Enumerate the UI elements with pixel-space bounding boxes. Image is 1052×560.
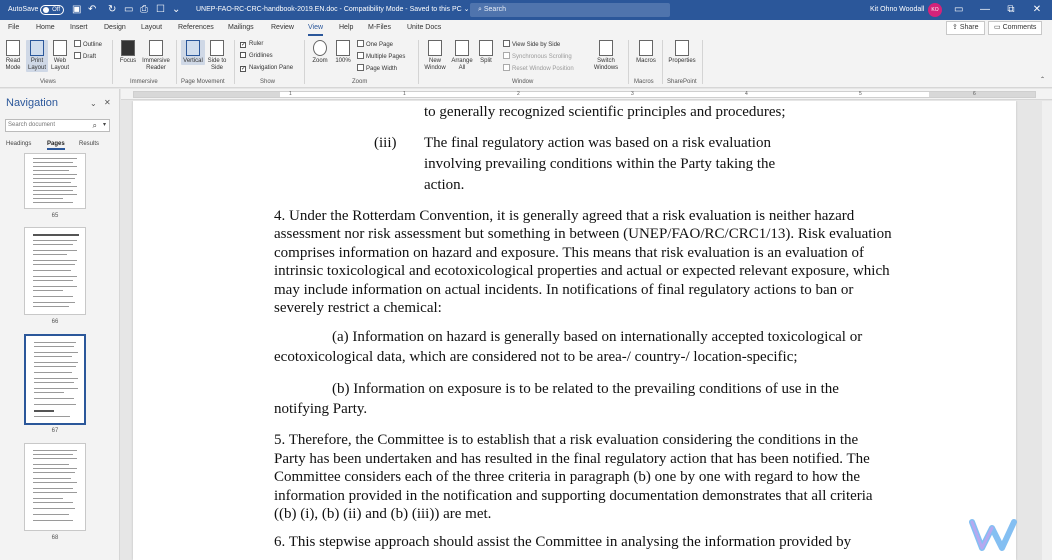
doc-line[interactable]: (a) Information on hazard is generally based on internationally accepted toxicological or (332, 329, 863, 345)
read-mode-button[interactable] (3, 40, 23, 72)
reset-window-position-button[interactable] (503, 64, 574, 73)
doc-line[interactable]: 5. Therefore, the Committee is to establish that a risk evaluation considering the conditions in the (274, 432, 859, 448)
doc-line[interactable]: ((b) (i), (b) (ii) and (b) (iii)) are met. (274, 506, 492, 522)
horizontal-ruler[interactable] (121, 89, 1052, 100)
draft-label: Draft (83, 54, 97, 60)
draft-button[interactable] (74, 52, 96, 61)
comments-label: Comments (1002, 24, 1037, 31)
navigation-pane (0, 89, 120, 560)
print-layout-icon (30, 40, 44, 56)
group-separator (234, 40, 235, 84)
doc-line[interactable]: Party has been undertaken and has resulted in the final regulatory action that has been notified. The (274, 451, 870, 467)
group-separator (176, 40, 177, 84)
ruler-number: 6 (973, 91, 976, 97)
nav-options-icon[interactable]: ⌄ (90, 99, 97, 108)
doc-line[interactable]: (b) Information on exposure is to be related to the prevailing conditions of use in the (332, 381, 839, 397)
ruler-number: 5 (859, 91, 862, 97)
print-icon[interactable]: ⎙ (140, 4, 148, 15)
new-window-label: New Window (424, 58, 446, 71)
doc-line[interactable]: 4. Under the Rotterdam Convention, it is generally agreed that a risk evaluation is neither hazard (274, 208, 855, 224)
focus-icon (121, 40, 135, 56)
print-layout-button[interactable] (26, 40, 48, 72)
new-window-icon (428, 40, 442, 56)
tab-layout[interactable]: Layout (141, 24, 163, 31)
web-layout-icon (53, 40, 67, 56)
navigation-pane-checkbox[interactable] (240, 64, 293, 72)
share-label: Share (959, 24, 979, 31)
document-area[interactable] (121, 101, 1052, 560)
print-layout-label: Print Layout (27, 58, 46, 71)
doc-line[interactable]: 6. This stepwise approach should assist the Committee in analysing the information provided by (274, 534, 852, 550)
group-label-macros: Macros (634, 79, 654, 85)
page-width-icon (357, 64, 364, 71)
view-side-by-side-button[interactable] (503, 40, 560, 49)
immersive-reader-icon (149, 40, 163, 56)
title-bar (0, 0, 1052, 20)
customize-toolbar-icon[interactable]: ⌄ (172, 4, 181, 15)
navigation-title: Navigation (6, 97, 58, 109)
split-icon (479, 40, 493, 56)
user-name[interactable]: Kit Ohno Woodall (870, 6, 925, 13)
synchronous-scrolling-button[interactable] (503, 52, 572, 61)
ruler-left-margin (134, 92, 280, 97)
share-button[interactable] (946, 21, 985, 35)
outline-label: Outline (83, 42, 103, 48)
document-title: UNEP-FAO-RC-CRC-handbook-2019.EN.doc - Compatibility Mode - Saved to this PC ⌄ (196, 6, 470, 13)
page-number: 68 (51, 535, 59, 541)
side-to-side-button[interactable] (206, 40, 228, 72)
new-window-button[interactable] (422, 40, 448, 72)
tab-design[interactable]: Design (104, 24, 126, 31)
tab-results[interactable]: Results (79, 141, 100, 147)
undo-icon[interactable]: ↶ (88, 4, 97, 15)
doc-line[interactable]: severely restrict a chemical: (274, 300, 442, 316)
zoom-button[interactable] (309, 40, 331, 65)
minimize-button[interactable]: — (980, 4, 990, 15)
immersive-reader-label: Immersive Reader (142, 58, 170, 71)
redo-icon[interactable]: ↻ (108, 4, 117, 15)
avatar[interactable]: KO (928, 3, 942, 17)
reset-window-position-label: Reset Window Position (512, 66, 574, 72)
save-icon[interactable]: ▣ (72, 4, 82, 15)
group-separator (628, 40, 629, 84)
macros-icon (639, 40, 653, 56)
gridlines-check (240, 52, 246, 58)
properties-label: Properties (668, 58, 696, 64)
side-to-side-icon (210, 40, 224, 56)
vertical-icon (186, 40, 200, 56)
ruler-label: Ruler (249, 41, 264, 47)
doc-line[interactable]: information provided in the notification and supporting documentation demonstrates that all criteria (274, 488, 873, 504)
tab-unite-docs[interactable]: Unite Docs (407, 24, 442, 31)
close-button[interactable]: ✕ (1032, 4, 1042, 15)
search-icon: ⌕ (478, 6, 484, 13)
arrange-all-icon (455, 40, 469, 56)
page-number: 67 (51, 428, 59, 434)
ruler-number: 3 (631, 91, 634, 97)
group-label-immersive: Immersive (130, 79, 158, 85)
watermark-logo-icon (968, 518, 1018, 554)
ruler-number: 1 (289, 91, 292, 97)
read-mode-icon (6, 40, 20, 56)
navigation-pane-label: Navigation Pane (249, 65, 294, 71)
split-label: Split (480, 58, 492, 64)
chevron-down-icon[interactable]: ▾ (102, 122, 106, 128)
collapse-ribbon-icon[interactable]: ⌃ (1040, 77, 1046, 83)
multiple-pages-label: Multiple Pages (366, 54, 406, 60)
doc-line[interactable]: Committee considers each of the three criteria in paragraph (b) one by one with regard to how the (274, 469, 861, 485)
doc-line[interactable]: may include information on actual incidents. In notifications of final regulatory actions to ban or (274, 282, 854, 298)
tab-file[interactable]: File (8, 24, 20, 31)
page-thumbnail[interactable] (24, 153, 86, 209)
view-side-by-side-label: View Side by Side (512, 42, 561, 48)
outline-button[interactable] (74, 40, 102, 49)
reset-window-position-icon (503, 64, 510, 71)
ribbon-display-icon[interactable]: ▭ (954, 4, 964, 15)
one-page-icon (357, 40, 364, 47)
switch-windows-label: Switch Windows (593, 58, 619, 71)
draft-icon (74, 52, 81, 59)
page-width-label: Page Width (366, 66, 398, 72)
tab-headings[interactable]: Headings (6, 141, 32, 147)
tab-home[interactable]: Home (36, 24, 55, 31)
group-label-zoom: Zoom (352, 79, 368, 85)
ruler-number: 4 (745, 91, 748, 97)
group-label-show: Show (260, 79, 276, 85)
autosave-toggle[interactable]: Off (40, 5, 64, 15)
zoom-100-label: 100% (335, 58, 351, 64)
group-label-window: Window (512, 79, 534, 85)
page-thumbnail-selected[interactable] (24, 334, 86, 425)
one-page-button[interactable] (357, 40, 393, 49)
close-icon[interactable]: ✕ (104, 98, 111, 107)
doc-line[interactable]: comprises information on hazard and exposure. This means that risk evaluation is an evaluation of (274, 245, 864, 261)
doc-line[interactable]: The final regulatory action was based on a risk evaluation (424, 135, 771, 151)
ruler-number: 1 (403, 91, 406, 97)
synchronous-scrolling-icon (503, 52, 510, 59)
one-page-label: One Page (366, 42, 394, 48)
comments-button[interactable] (988, 21, 1042, 35)
zoom-label: Zoom (312, 58, 328, 64)
web-layout-button[interactable] (50, 40, 70, 72)
doc-line[interactable]: action. (424, 177, 465, 193)
touch-mode-icon[interactable]: ☐ (156, 4, 165, 15)
zoom-100-icon (336, 40, 350, 56)
doc-line[interactable]: assessment nor risk assessment but something in between (UNEP/FAO/RC/CRC1/13). Risk evaluation (274, 226, 892, 242)
group-separator (304, 40, 305, 84)
group-label-views: Views (40, 79, 56, 85)
tab-pages[interactable]: Pages (47, 141, 65, 150)
open-icon[interactable]: ▭ (124, 4, 134, 15)
group-separator (662, 40, 663, 84)
gridlines-checkbox[interactable] (240, 52, 273, 60)
group-label-page-movement: Page Movement (181, 79, 225, 85)
focus-button[interactable] (118, 40, 138, 65)
arrange-all-label: Arrange All (451, 58, 473, 71)
group-separator (418, 40, 419, 84)
doc-line[interactable]: (iii) (374, 135, 397, 151)
split-button[interactable] (476, 40, 496, 65)
page-number: 65 (51, 213, 59, 219)
ribbon (0, 36, 1052, 88)
multiple-pages-icon (357, 52, 364, 59)
switch-windows-icon (599, 40, 613, 56)
page-thumbnail[interactable] (24, 227, 86, 315)
focus-label: Focus (119, 58, 137, 64)
properties-button[interactable] (666, 40, 698, 65)
search-placeholder: Search (483, 6, 507, 13)
properties-icon (675, 40, 689, 56)
ribbon-tabs (0, 20, 1052, 36)
tab-help[interactable]: Help (339, 24, 354, 31)
ruler-check: ✓ (241, 42, 247, 48)
search-icon[interactable]: ⌕ (92, 121, 97, 130)
synchronous-scrolling-label: Synchronous Scrolling (512, 54, 572, 60)
navigation-pane-check: ✓ (241, 66, 247, 72)
vertical-label: Vertical (183, 58, 203, 64)
doc-line[interactable]: intrinsic toxicological and ecotoxicological properties and actual or expected relevant exposure, which (274, 263, 890, 279)
zoom-100-button[interactable] (333, 40, 353, 65)
page-thumbnail[interactable] (24, 443, 86, 531)
web-layout-label: Web Layout (50, 58, 69, 71)
share-icon: ⇪ (952, 24, 960, 31)
autosave-label: AutoSave (8, 6, 39, 13)
gridlines-label: Gridlines (249, 53, 273, 59)
search-document-input[interactable] (5, 119, 110, 132)
doc-line[interactable]: notifying Party. (274, 401, 368, 417)
page-width-button[interactable] (357, 64, 397, 73)
doc-line[interactable]: to generally recognized scientific principles and procedures; (424, 104, 786, 120)
ruler-number: 2 (517, 91, 520, 97)
doc-line[interactable]: ecotoxicological data, which are considered not to be area-/ country-/ location-specific; (274, 349, 798, 365)
group-separator (702, 40, 703, 84)
macros-button[interactable] (633, 40, 659, 65)
tab-references[interactable]: References (178, 24, 214, 31)
ruler-checkbox[interactable] (240, 40, 263, 48)
vertical-scrollbar[interactable] (1042, 101, 1052, 560)
switch-windows-button[interactable] (590, 40, 622, 72)
tab-view[interactable]: View (308, 20, 323, 36)
tab-m-files[interactable]: M-Files (368, 24, 391, 31)
restore-button[interactable]: ⧉ (1007, 4, 1015, 15)
page-number: 66 (51, 319, 59, 325)
doc-line[interactable]: involving prevailing conditions within the Party taking the (424, 156, 776, 172)
search-document-placeholder: Search document (8, 122, 56, 128)
tab-review[interactable]: Review (271, 24, 294, 31)
comment-icon: ▭ (994, 24, 1003, 31)
immersive-reader-button[interactable] (140, 40, 172, 72)
multiple-pages-button[interactable] (357, 52, 405, 61)
tab-insert[interactable]: Insert (70, 24, 88, 31)
outline-icon (74, 40, 81, 47)
arrange-all-button[interactable] (450, 40, 474, 72)
ruler-right-margin (929, 92, 1035, 97)
view-side-by-side-icon (503, 40, 510, 47)
macros-label: Macros (636, 58, 656, 64)
magnifier-icon (313, 40, 327, 56)
tab-mailings[interactable]: Mailings (228, 24, 254, 31)
vertical-button[interactable] (181, 40, 205, 65)
side-to-side-label: Side to Side (207, 58, 227, 71)
document-page[interactable] (133, 101, 1016, 560)
group-separator (112, 40, 113, 84)
group-label-sharepoint: SharePoint (667, 79, 697, 85)
read-mode-label: Read Mode (5, 58, 21, 71)
search-box[interactable] (470, 3, 670, 17)
